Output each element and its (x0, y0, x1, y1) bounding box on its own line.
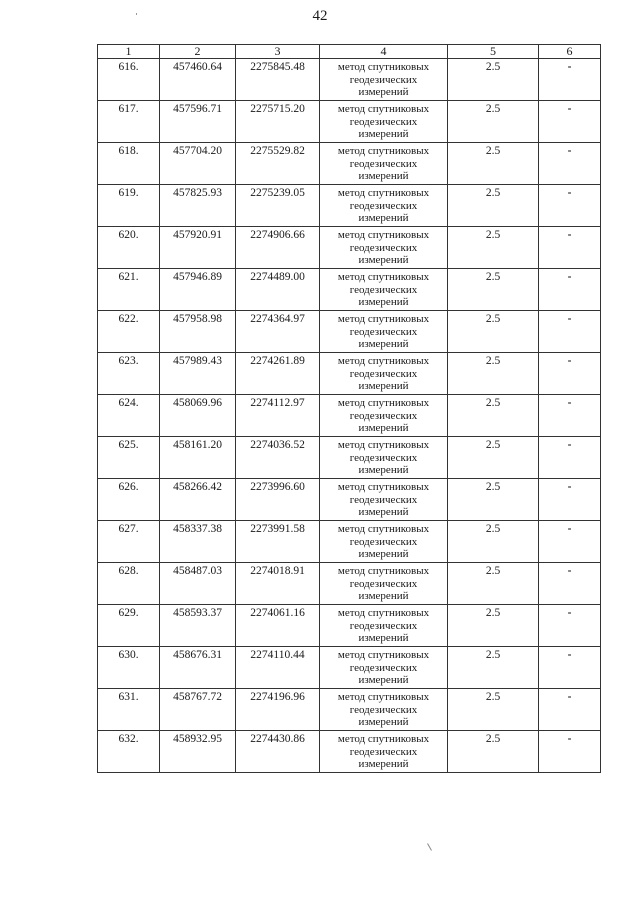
point-number-cell: 631. (98, 689, 160, 731)
y-coordinate-cell: 2275715.20 (236, 101, 320, 143)
method-text-line: геодезических (349, 283, 418, 296)
point-number-cell: 623. (98, 353, 160, 395)
y-coordinate-cell: 2275529.82 (236, 143, 320, 185)
method-cell (320, 143, 448, 185)
point-number-cell: 630. (98, 647, 160, 689)
table-row (98, 647, 601, 689)
method-text-line: геодезических (349, 157, 418, 170)
note-cell: - (539, 689, 601, 731)
accuracy-cell: 2.5 (448, 605, 539, 647)
y-coordinate-cell: 2274018.91 (236, 563, 320, 605)
method-cell (320, 269, 448, 311)
table-row (98, 605, 601, 647)
method-text-line: измерений (358, 170, 409, 182)
column-header: 6 (539, 45, 601, 59)
point-number-cell: 626. (98, 479, 160, 521)
accuracy-cell: 2.5 (448, 647, 539, 689)
accuracy-cell: 2.5 (448, 479, 539, 521)
method-text-line: геодезических (349, 451, 418, 464)
x-coordinate-cell: 457989.43 (160, 353, 236, 395)
method-text-line: измерений (358, 464, 409, 476)
table-header-row (98, 45, 601, 59)
accuracy-cell: 2.5 (448, 437, 539, 479)
method-text-line: измерений (358, 758, 409, 770)
table-row (98, 479, 601, 521)
point-number-cell: 629. (98, 605, 160, 647)
method-text-line: измерений (358, 254, 409, 266)
method-text-line: метод спутниковых (337, 145, 430, 157)
method-text-line: измерений (358, 338, 409, 350)
column-header: 4 (320, 45, 448, 59)
x-coordinate-cell: 458676.31 (160, 647, 236, 689)
method-text-line: метод спутниковых (337, 691, 430, 703)
method-text-line: метод спутниковых (337, 103, 430, 115)
x-coordinate-cell: 458337.38 (160, 521, 236, 563)
note-cell: - (539, 143, 601, 185)
method-cell (320, 311, 448, 353)
method-text-line: геодезических (349, 199, 418, 212)
x-coordinate-cell: 457920.91 (160, 227, 236, 269)
table-row (98, 521, 601, 563)
method-text-line: метод спутниковых (337, 733, 430, 745)
table-body (98, 59, 601, 773)
x-coordinate-cell: 457825.93 (160, 185, 236, 227)
y-coordinate-cell: 2275239.05 (236, 185, 320, 227)
accuracy-cell: 2.5 (448, 563, 539, 605)
method-cell (320, 605, 448, 647)
method-text-line: метод спутниковых (337, 313, 430, 325)
y-coordinate-cell: 2274261.89 (236, 353, 320, 395)
note-cell: - (539, 311, 601, 353)
method-text-line: метод спутниковых (337, 271, 430, 283)
method-cell (320, 185, 448, 227)
point-number-cell: 624. (98, 395, 160, 437)
note-cell: - (539, 185, 601, 227)
note-cell: - (539, 227, 601, 269)
point-number-cell: 628. (98, 563, 160, 605)
table-row (98, 269, 601, 311)
method-text-line: измерений (358, 296, 409, 308)
point-number-cell: 621. (98, 269, 160, 311)
scan-speck (427, 843, 432, 850)
method-text-line: метод спутниковых (337, 397, 430, 409)
method-text-line: измерений (358, 212, 409, 224)
note-cell: - (539, 437, 601, 479)
method-text-line: метод спутниковых (337, 607, 430, 619)
point-number-cell: 618. (98, 143, 160, 185)
method-cell (320, 689, 448, 731)
method-text-line: измерений (358, 86, 409, 98)
point-number-cell: 617. (98, 101, 160, 143)
method-text-line: измерений (358, 548, 409, 560)
method-text-line: метод спутниковых (337, 439, 430, 451)
column-header: 1 (98, 45, 160, 59)
note-cell: - (539, 647, 601, 689)
method-text-line: геодезических (349, 325, 418, 338)
note-cell: - (539, 269, 601, 311)
column-header: 5 (448, 45, 539, 59)
table-row (98, 563, 601, 605)
method-text-line: измерений (358, 590, 409, 602)
accuracy-cell: 2.5 (448, 269, 539, 311)
y-coordinate-cell: 2274112.97 (236, 395, 320, 437)
method-cell (320, 731, 448, 773)
accuracy-cell: 2.5 (448, 311, 539, 353)
method-text-line: измерений (358, 380, 409, 392)
y-coordinate-cell: 2273991.58 (236, 521, 320, 563)
y-coordinate-cell: 2274489.00 (236, 269, 320, 311)
method-text-line: геодезических (349, 367, 418, 380)
method-cell (320, 521, 448, 563)
method-text-line: геодезических (349, 703, 418, 716)
y-coordinate-cell: 2274430.86 (236, 731, 320, 773)
y-coordinate-cell: 2273996.60 (236, 479, 320, 521)
method-cell (320, 395, 448, 437)
x-coordinate-cell: 457704.20 (160, 143, 236, 185)
x-coordinate-cell: 457596.71 (160, 101, 236, 143)
y-coordinate-cell: 2274906.66 (236, 227, 320, 269)
method-cell (320, 479, 448, 521)
point-number-cell: 620. (98, 227, 160, 269)
coordinates-table (97, 44, 601, 773)
point-number-cell: 625. (98, 437, 160, 479)
method-cell (320, 647, 448, 689)
table-row (98, 353, 601, 395)
note-cell: - (539, 479, 601, 521)
method-text-line: геодезических (349, 535, 418, 548)
method-cell (320, 101, 448, 143)
method-text-line: геодезических (349, 745, 418, 758)
table-row (98, 185, 601, 227)
x-coordinate-cell: 457946.89 (160, 269, 236, 311)
accuracy-cell: 2.5 (448, 101, 539, 143)
method-text-line: измерений (358, 128, 409, 140)
table-row (98, 689, 601, 731)
y-coordinate-cell: 2275845.48 (236, 59, 320, 101)
x-coordinate-cell: 457958.98 (160, 311, 236, 353)
method-text-line: геодезических (349, 619, 418, 632)
method-text-line: геодезических (349, 493, 418, 506)
y-coordinate-cell: 2274196.96 (236, 689, 320, 731)
note-cell: - (539, 521, 601, 563)
page-number: 42 (312, 8, 328, 24)
note-cell: - (539, 605, 601, 647)
table-row (98, 731, 601, 773)
point-number-cell: 619. (98, 185, 160, 227)
accuracy-cell: 2.5 (448, 395, 539, 437)
method-text-line: геодезических (349, 241, 418, 254)
accuracy-cell: 2.5 (448, 689, 539, 731)
method-text-line: метод спутниковых (337, 355, 430, 367)
accuracy-cell: 2.5 (448, 143, 539, 185)
method-text-line: метод спутниковых (337, 523, 430, 535)
y-coordinate-cell: 2274061.16 (236, 605, 320, 647)
note-cell: - (539, 395, 601, 437)
point-number-cell: 627. (98, 521, 160, 563)
note-cell: - (539, 731, 601, 773)
x-coordinate-cell: 458932.95 (160, 731, 236, 773)
x-coordinate-cell: 458767.72 (160, 689, 236, 731)
method-text-line: измерений (358, 632, 409, 644)
method-text-line: измерений (358, 506, 409, 518)
y-coordinate-cell: 2274036.52 (236, 437, 320, 479)
method-text-line: геодезических (349, 115, 418, 128)
method-text-line: геодезических (349, 661, 418, 674)
column-header: 3 (236, 45, 320, 59)
method-cell (320, 563, 448, 605)
y-coordinate-cell: 2274364.97 (236, 311, 320, 353)
table-row (98, 437, 601, 479)
table-row (98, 101, 601, 143)
method-text-line: метод спутниковых (337, 649, 430, 661)
x-coordinate-cell: 458266.42 (160, 479, 236, 521)
x-coordinate-cell: 457460.64 (160, 59, 236, 101)
accuracy-cell: 2.5 (448, 521, 539, 563)
table-row (98, 227, 601, 269)
note-cell: - (539, 353, 601, 395)
x-coordinate-cell: 458069.96 (160, 395, 236, 437)
table-row (98, 59, 601, 101)
method-text-line: метод спутниковых (337, 229, 430, 241)
method-text-line: метод спутниковых (337, 187, 430, 199)
x-coordinate-cell: 458161.20 (160, 437, 236, 479)
method-text-line: геодезических (349, 409, 418, 422)
method-cell (320, 227, 448, 269)
note-cell: - (539, 59, 601, 101)
method-text-line: метод спутниковых (337, 61, 430, 73)
method-text-line: геодезических (349, 577, 418, 590)
method-text-line: измерений (358, 422, 409, 434)
point-number-cell: 622. (98, 311, 160, 353)
method-cell (320, 353, 448, 395)
accuracy-cell: 2.5 (448, 227, 539, 269)
x-coordinate-cell: 458593.37 (160, 605, 236, 647)
method-text-line: метод спутниковых (337, 565, 430, 577)
y-coordinate-cell: 2274110.44 (236, 647, 320, 689)
point-number-cell: 632. (98, 731, 160, 773)
note-cell: - (539, 563, 601, 605)
method-text-line: измерений (358, 674, 409, 686)
method-cell (320, 59, 448, 101)
accuracy-cell: 2.5 (448, 353, 539, 395)
table-row (98, 395, 601, 437)
method-text-line: измерений (358, 716, 409, 728)
method-text-line: метод спутниковых (337, 481, 430, 493)
note-cell: - (539, 101, 601, 143)
point-number-cell: 616. (98, 59, 160, 101)
method-text-line: геодезических (349, 73, 418, 86)
accuracy-cell: 2.5 (448, 185, 539, 227)
table-row (98, 311, 601, 353)
x-coordinate-cell: 458487.03 (160, 563, 236, 605)
method-cell (320, 437, 448, 479)
accuracy-cell: 2.5 (448, 59, 539, 101)
column-header: 2 (160, 45, 236, 59)
table-row (98, 143, 601, 185)
accuracy-cell: 2.5 (448, 731, 539, 773)
